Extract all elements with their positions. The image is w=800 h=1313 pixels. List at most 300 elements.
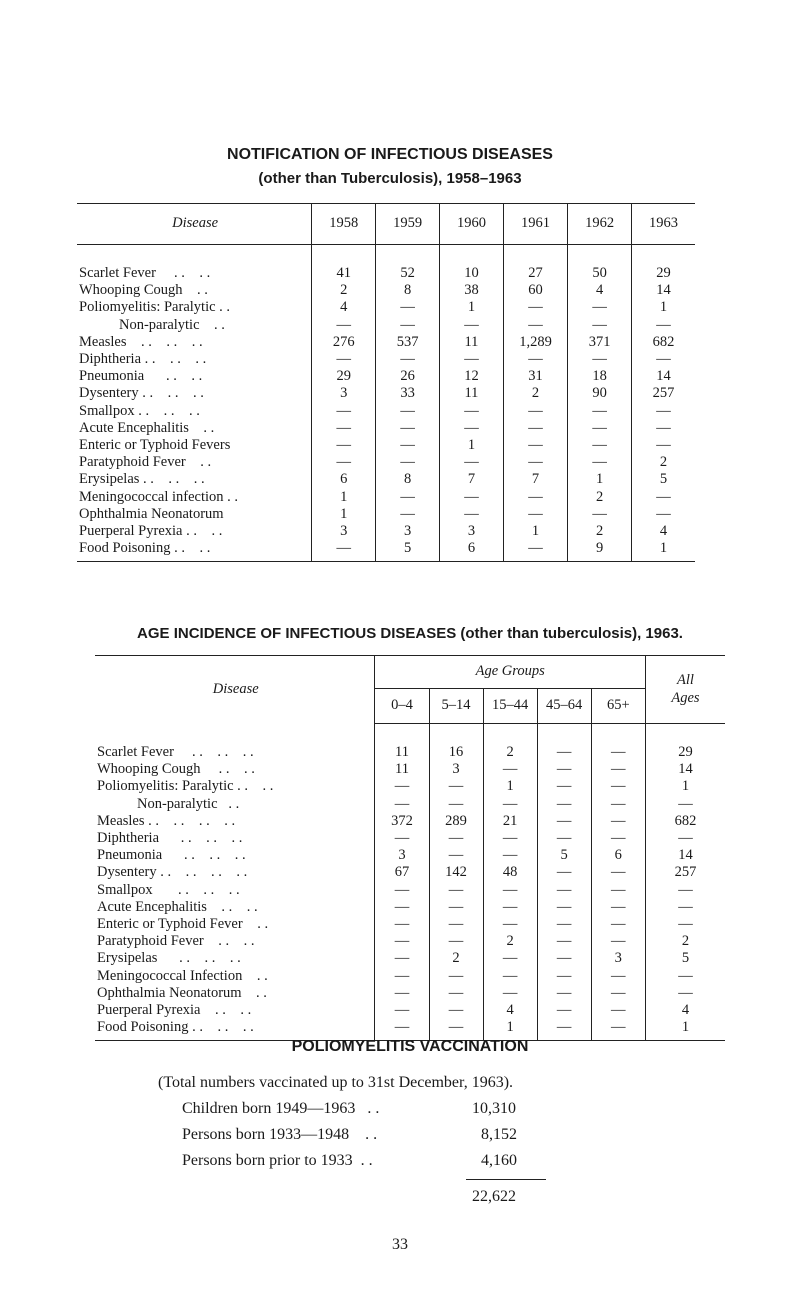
value-cell: — [537, 761, 591, 778]
value-cell: — [483, 950, 537, 967]
value-cell: 4 [568, 282, 632, 299]
value-cell: 29 [632, 265, 695, 282]
disease-name: Meningococcal Infection . . [97, 967, 268, 984]
spacer-cell [95, 724, 375, 745]
spacer-cell [429, 724, 483, 745]
total-divider [466, 1179, 546, 1180]
header-disease: Disease [77, 204, 312, 245]
disease-name: Puerperal Pyrexia . . . . [97, 1002, 252, 1019]
value-cell: 371 [568, 334, 632, 351]
spacer-row [95, 724, 725, 745]
value-cell: — [537, 968, 591, 985]
value-cell: — [568, 351, 632, 368]
table-row [95, 933, 725, 950]
value-cell: — [375, 830, 429, 847]
spacer-cell [591, 724, 645, 745]
value-cell: — [503, 437, 567, 454]
value-cell: 2 [632, 454, 695, 471]
value-cell: 60 [503, 282, 567, 299]
disease-name: Ophthalmia Neonatorum . . [97, 984, 267, 1001]
value-cell: 5 [632, 471, 695, 488]
header-year: 1962 [568, 204, 632, 245]
value-cell: 3 [312, 385, 376, 402]
table-row [95, 778, 725, 795]
value-cell: 4 [483, 1002, 537, 1019]
table2-title: AGE INCIDENCE OF INFECTIOUS DISEASES (other than tuberculosis), 1963. [137, 625, 683, 642]
value-cell: — [503, 506, 567, 523]
table-row [95, 899, 725, 916]
value-cell: 537 [376, 334, 440, 351]
value-cell: — [429, 1019, 483, 1041]
value-cell: — [537, 950, 591, 967]
header-year: 1963 [632, 204, 695, 245]
table1-body [77, 245, 695, 562]
table-row [77, 454, 695, 471]
value-cell: 372 [375, 813, 429, 830]
value-cell: 5 [376, 540, 440, 562]
value-cell: 1 [312, 489, 376, 506]
value-cell: 3 [429, 761, 483, 778]
value-cell: 1,289 [503, 334, 567, 351]
value-cell: — [312, 454, 376, 471]
value-cell: 11 [375, 744, 429, 761]
disease-name: Poliomyelitis: Paralytic . . . . [97, 778, 274, 795]
value-cell: 257 [632, 385, 695, 402]
value-cell: — [376, 299, 440, 316]
value-cell: 3 [375, 847, 429, 864]
header-age: 5–14 [429, 689, 483, 724]
value-cell: — [503, 299, 567, 316]
disease-name: Whooping Cough . . [79, 282, 208, 299]
value-cell: 1 [632, 540, 695, 562]
table-row [95, 830, 725, 847]
value-cell: — [375, 1002, 429, 1019]
table-row [77, 299, 695, 316]
table-row [77, 368, 695, 385]
spacer-cell [483, 724, 537, 745]
header-disease-label: Disease [212, 681, 259, 698]
age-incidence-table [95, 655, 725, 1041]
disease-name: Paratyphoid Fever . . [79, 454, 212, 471]
value-cell: 5 [645, 950, 725, 967]
value-cell: — [591, 864, 645, 881]
value-cell: — [312, 351, 376, 368]
value-cell: — [440, 454, 504, 471]
spacer-cell [440, 245, 504, 266]
value-cell: — [376, 403, 440, 420]
spacer-cell [376, 245, 440, 266]
value-cell: — [376, 489, 440, 506]
disease-name: Dysentery . . . . . . . . [97, 864, 248, 881]
disease-name: Paratyphoid Fever . . . . [97, 933, 255, 950]
value-cell: — [591, 778, 645, 795]
disease-name: Pneumonia . . . . . . [97, 847, 246, 864]
value-cell: 14 [645, 761, 725, 778]
value-cell: 67 [375, 864, 429, 881]
value-cell: — [483, 796, 537, 813]
value-cell: — [537, 882, 591, 899]
value-cell: 2 [645, 933, 725, 950]
spacer-cell [632, 245, 695, 266]
value-cell: 16 [429, 744, 483, 761]
value-cell: 2 [429, 950, 483, 967]
value-cell: — [537, 796, 591, 813]
value-cell: — [483, 968, 537, 985]
value-cell: — [483, 882, 537, 899]
value-cell: 6 [440, 540, 504, 562]
disease-name: Erysipelas . . . . . . [79, 471, 205, 488]
value-cell: — [483, 899, 537, 916]
table-row [95, 1002, 725, 1019]
value-cell: — [591, 830, 645, 847]
table-row [95, 985, 725, 1002]
value-cell: 33 [376, 385, 440, 402]
spacer-row [77, 245, 695, 266]
value-cell: — [645, 882, 725, 899]
header-disease [95, 656, 375, 724]
value-cell: 3 [591, 950, 645, 967]
value-cell: — [632, 420, 695, 437]
table-row [95, 847, 725, 864]
value-cell: — [376, 437, 440, 454]
value-cell: 2 [312, 282, 376, 299]
table-row [95, 761, 725, 778]
value-cell: 10 [440, 265, 504, 282]
value-cell: — [312, 420, 376, 437]
value-cell: — [503, 420, 567, 437]
header-all-ages-label: All Ages [671, 672, 700, 706]
disease-name: Diphtheria . . . . . . [97, 830, 243, 847]
page-number: 33 [392, 1236, 408, 1253]
value-cell: — [429, 1002, 483, 1019]
table-row [77, 385, 695, 402]
table1-title: NOTIFICATION OF INFECTIOUS DISEASES [227, 146, 553, 163]
value-cell: 8 [376, 471, 440, 488]
value-cell: — [591, 761, 645, 778]
value-cell: 1 [645, 1019, 725, 1041]
value-cell: 1 [645, 778, 725, 795]
disease-name: Poliomyelitis: Paralytic . . [79, 299, 231, 316]
value-cell: 1 [440, 299, 504, 316]
vaccination-value: 8,152 [481, 1126, 517, 1143]
table1-subtitle: (other than Tuberculosis), 1958–1963 [258, 170, 522, 187]
header-age: 15–44 [483, 689, 537, 724]
value-cell: — [645, 985, 725, 1002]
value-cell: — [312, 540, 376, 562]
value-cell: 4 [632, 523, 695, 540]
value-cell: — [440, 489, 504, 506]
value-cell: — [503, 540, 567, 562]
value-cell: 2 [568, 523, 632, 540]
disease-name: Whooping Cough . . . . [97, 761, 255, 778]
value-cell: — [591, 985, 645, 1002]
value-cell: — [440, 403, 504, 420]
value-cell: — [312, 317, 376, 334]
header-year: 1961 [503, 204, 567, 245]
disease-name: Food Poisoning . . . . . . [95, 1019, 375, 1041]
value-cell: — [375, 778, 429, 795]
value-cell: — [375, 916, 429, 933]
value-cell: 682 [632, 334, 695, 351]
value-cell: — [537, 864, 591, 881]
value-cell: — [645, 968, 725, 985]
value-cell: 682 [645, 813, 725, 830]
disease-name: Puerperal Pyrexia . . . . [79, 523, 223, 540]
value-cell: 3 [440, 523, 504, 540]
spacer-cell [645, 724, 725, 745]
header-age: 45–64 [537, 689, 591, 724]
header-year: 1958 [312, 204, 376, 245]
value-cell: — [568, 420, 632, 437]
value-cell: — [375, 1019, 429, 1041]
table2-body [95, 724, 725, 1041]
value-cell: 29 [312, 368, 376, 385]
value-cell: 5 [537, 847, 591, 864]
disease-name: Scarlet Fever . . . . . . [97, 744, 254, 760]
value-cell: — [591, 968, 645, 985]
value-cell: 12 [440, 368, 504, 385]
value-cell: 48 [483, 864, 537, 881]
value-cell: — [632, 437, 695, 454]
disease-name: Smallpox . . . . . . [97, 881, 240, 898]
value-cell: — [591, 813, 645, 830]
disease-name: Dysentery . . . . . . [79, 385, 204, 402]
value-cell: 6 [591, 847, 645, 864]
value-cell: — [376, 420, 440, 437]
table-row [77, 437, 695, 454]
value-cell: — [503, 489, 567, 506]
value-cell: — [632, 351, 695, 368]
header-all-ages [645, 656, 725, 724]
value-cell: 11 [375, 761, 429, 778]
value-cell: — [645, 830, 725, 847]
table-header-row [95, 656, 725, 689]
value-cell: 142 [429, 864, 483, 881]
value-cell: — [591, 796, 645, 813]
value-cell: — [440, 420, 504, 437]
value-cell: 1 [503, 523, 567, 540]
value-cell: 11 [440, 334, 504, 351]
value-cell: — [568, 317, 632, 334]
table-row [95, 950, 725, 967]
table-row [77, 471, 695, 488]
value-cell: — [568, 506, 632, 523]
value-cell: — [537, 744, 591, 761]
header-year: 1959 [376, 204, 440, 245]
spacer-cell [375, 724, 429, 745]
value-cell: — [429, 796, 483, 813]
value-cell: 31 [503, 368, 567, 385]
vaccination-label: Persons born 1933—1948 . . [182, 1126, 378, 1143]
value-cell: 18 [568, 368, 632, 385]
value-cell: 6 [312, 471, 376, 488]
value-cell: — [503, 403, 567, 420]
value-cell: — [537, 1019, 591, 1041]
value-cell: — [375, 985, 429, 1002]
value-cell: 2 [568, 489, 632, 506]
value-cell: 2 [483, 933, 537, 950]
spacer-cell [503, 245, 567, 266]
table-row [95, 744, 725, 761]
value-cell: 41 [312, 265, 376, 282]
value-cell: — [537, 916, 591, 933]
disease-name: Diphtheria . . . . . . [79, 351, 207, 368]
disease-name: Acute Encephalitis . . . . [97, 898, 258, 915]
table-header-row [77, 204, 695, 245]
value-cell: — [537, 778, 591, 795]
value-cell: — [375, 899, 429, 916]
value-cell: 3 [376, 523, 440, 540]
disease-name: Non-paralytic . . [119, 316, 225, 333]
value-cell: — [503, 454, 567, 471]
table-row [77, 540, 695, 562]
value-cell: — [568, 403, 632, 420]
disease-name: Scarlet Fever . . . . [79, 265, 211, 281]
table-row [95, 796, 725, 813]
value-cell: 1 [632, 299, 695, 316]
value-cell: 50 [568, 265, 632, 282]
value-cell: — [537, 933, 591, 950]
value-cell: — [483, 985, 537, 1002]
value-cell: 8 [376, 282, 440, 299]
value-cell: — [376, 317, 440, 334]
value-cell: 3 [312, 523, 376, 540]
disease-name: Enteric or Typhoid Fevers [79, 437, 231, 454]
value-cell: 7 [503, 471, 567, 488]
value-cell: — [537, 899, 591, 916]
value-cell: — [483, 916, 537, 933]
value-cell: — [376, 351, 440, 368]
disease-name: Measles . . . . . . [79, 333, 203, 350]
value-cell: — [591, 1002, 645, 1019]
value-cell: — [440, 351, 504, 368]
value-cell: — [483, 847, 537, 864]
spacer-cell [537, 724, 591, 745]
value-cell: 1 [312, 506, 376, 523]
value-cell: — [375, 933, 429, 950]
value-cell: 14 [632, 368, 695, 385]
value-cell: — [375, 796, 429, 813]
value-cell: 14 [645, 847, 725, 864]
value-cell: — [591, 933, 645, 950]
table-row [95, 916, 725, 933]
vaccination-value: 10,310 [472, 1100, 516, 1117]
disease-name: Erysipelas . . . . . . [97, 950, 241, 967]
table-row [95, 813, 725, 830]
value-cell: 2 [503, 385, 567, 402]
header-age: 0–4 [375, 689, 429, 724]
spacer-cell [77, 245, 312, 266]
header-year: 1960 [440, 204, 504, 245]
table-row [77, 317, 695, 334]
value-cell: — [429, 985, 483, 1002]
table-row [77, 334, 695, 351]
value-cell: 276 [312, 334, 376, 351]
value-cell: — [376, 454, 440, 471]
value-cell: — [429, 847, 483, 864]
value-cell: — [537, 813, 591, 830]
value-cell: 4 [645, 1002, 725, 1019]
disease-name: Non-paralytic . . [137, 795, 240, 812]
value-cell: 52 [376, 265, 440, 282]
header-age-groups: Age Groups [375, 656, 645, 689]
vaccination-intro: (Total numbers vaccinated up to 31st December, 1963). [158, 1074, 514, 1091]
disease-name: Ophthalmia Neonatorum [79, 505, 224, 522]
value-cell: 4 [312, 299, 376, 316]
value-cell: — [632, 489, 695, 506]
disease-name: Measles . . . . . . . . [97, 812, 236, 829]
value-cell: — [429, 968, 483, 985]
value-cell: — [632, 403, 695, 420]
vaccination-value: 4,160 [481, 1152, 517, 1169]
vaccination-label: Children born 1949—1963 . . [182, 1100, 380, 1117]
table-row [77, 282, 695, 299]
value-cell: 29 [645, 744, 725, 761]
value-cell: — [375, 968, 429, 985]
vaccination-total: 22,622 [472, 1188, 516, 1205]
value-cell: 11 [440, 385, 504, 402]
value-cell: — [483, 830, 537, 847]
value-cell: — [645, 796, 725, 813]
disease-name: Enteric or Typhoid Fever . . [97, 916, 269, 933]
value-cell: 9 [568, 540, 632, 562]
value-cell: — [591, 899, 645, 916]
value-cell: — [568, 299, 632, 316]
value-cell: — [440, 317, 504, 334]
value-cell: — [632, 506, 695, 523]
disease-name: Food Poisoning . . . . [77, 540, 312, 562]
value-cell: — [568, 437, 632, 454]
value-cell: — [440, 506, 504, 523]
vaccination-title: POLIOMYELITIS VACCINATION [291, 1038, 529, 1055]
value-cell: — [645, 916, 725, 933]
value-cell: 21 [483, 813, 537, 830]
spacer-cell [312, 245, 376, 266]
value-cell: — [312, 437, 376, 454]
table-row [77, 506, 695, 523]
value-cell: — [537, 1002, 591, 1019]
value-cell: — [503, 317, 567, 334]
disease-name: Smallpox . . . . . . [79, 402, 200, 419]
value-cell: — [429, 916, 483, 933]
value-cell: 38 [440, 282, 504, 299]
value-cell: — [376, 506, 440, 523]
value-cell: — [429, 882, 483, 899]
table-row [95, 882, 725, 899]
value-cell: — [632, 317, 695, 334]
value-cell: — [429, 830, 483, 847]
value-cell: — [537, 830, 591, 847]
value-cell: — [312, 403, 376, 420]
table-row [77, 265, 695, 282]
value-cell: 27 [503, 265, 567, 282]
value-cell: 1 [440, 437, 504, 454]
value-cell: 1 [483, 1019, 537, 1041]
spacer-cell [568, 245, 632, 266]
table-row [95, 968, 725, 985]
vaccination-label: Persons born prior to 1933 . . [182, 1152, 373, 1169]
disease-name: Pneumonia . . . . [79, 368, 203, 385]
value-cell: 1 [483, 778, 537, 795]
value-cell: — [537, 985, 591, 1002]
notification-table [77, 203, 695, 562]
value-cell: — [591, 882, 645, 899]
value-cell: — [429, 933, 483, 950]
table-row [77, 420, 695, 437]
value-cell: — [503, 351, 567, 368]
table-row [77, 351, 695, 368]
table-row [77, 523, 695, 540]
